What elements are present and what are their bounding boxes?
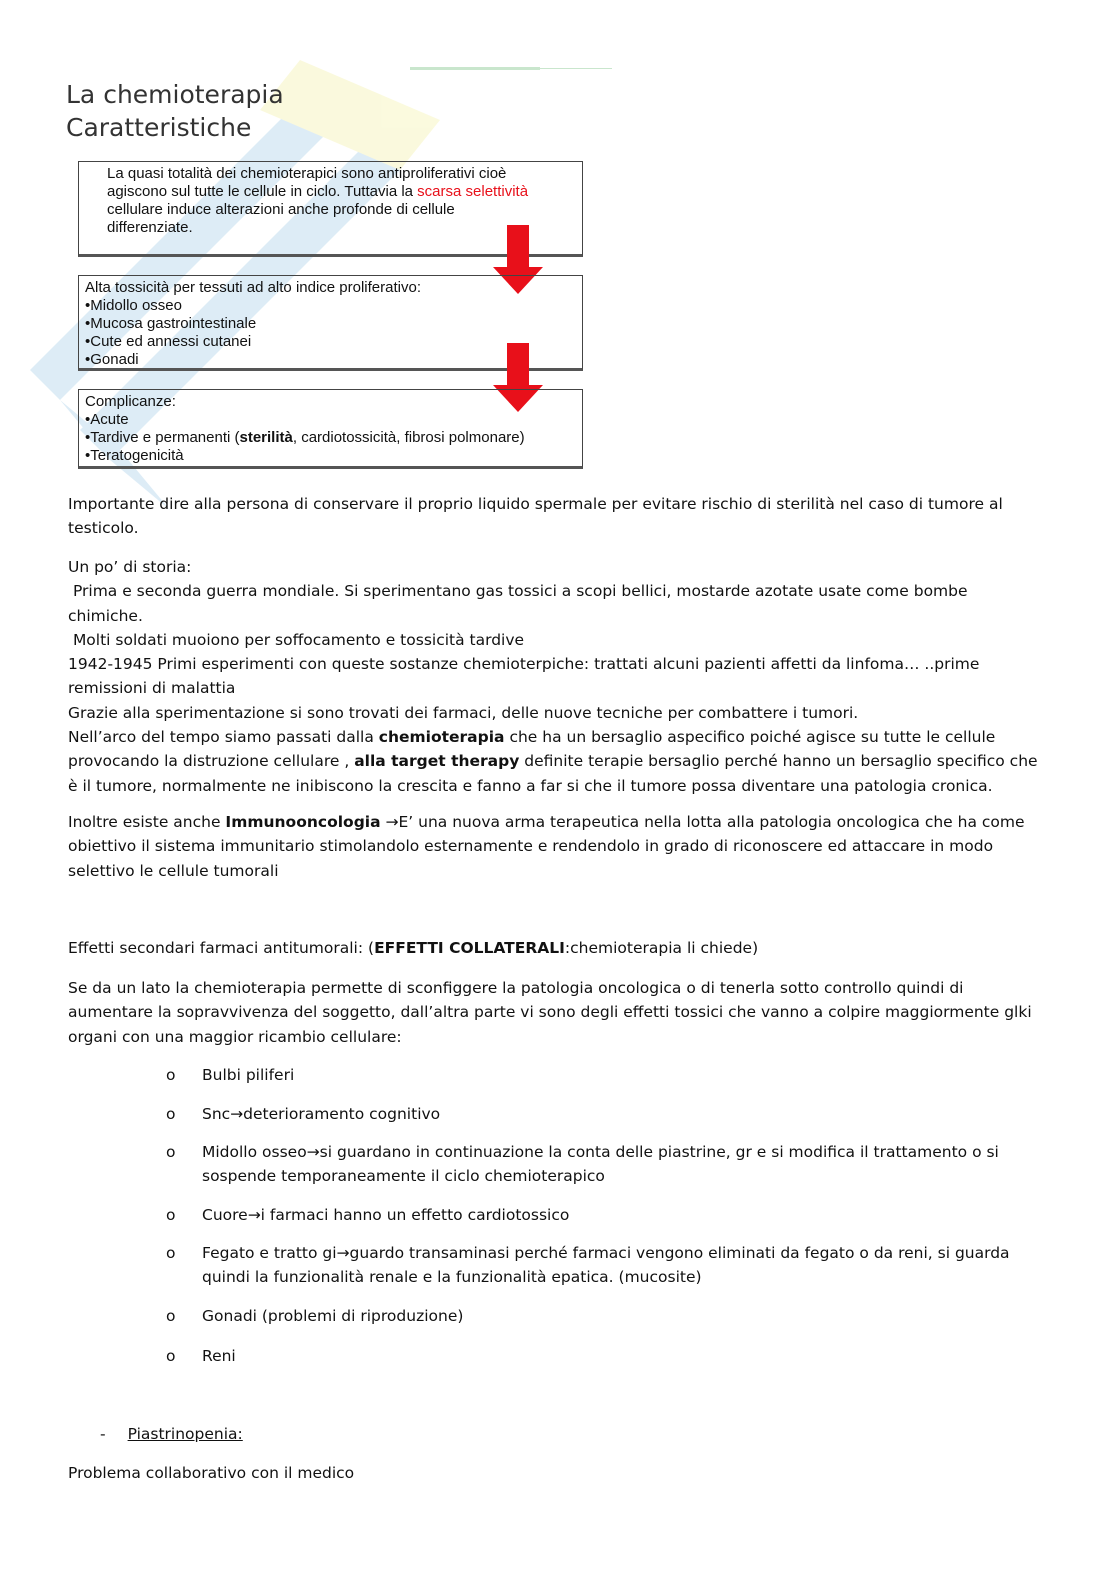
history-line: Prima e seconda guerra mondiale. Si sperimentano gas tossici a scopi bellici, mostarde azotate usate come bombe chimiche. bbox=[68, 582, 973, 625]
history-section bbox=[68, 555, 1043, 798]
paragraph-side-effects: Effetti secondari farmaci antitumorali: (EFFETTI COLLATERALI:chemioterapia li chiede) bbox=[68, 939, 759, 957]
box2-item: •Midollo osseo bbox=[85, 297, 182, 314]
box1-line1: La quasi totalità dei chemioterapici sono antiproliferativi cioè bbox=[107, 165, 507, 182]
list-item: o Fegato e tratto gi→guardo transaminasi perché farmaci vengono eliminati da fegato o da reni, si guarda quindi la funzionalità renale e la funzionalità epatica. (mucosite) bbox=[166, 1244, 1010, 1287]
box3-heading: Complicanze: bbox=[85, 393, 176, 410]
section-heading-piastrinopenia: - Piastrinopenia: bbox=[100, 1425, 243, 1443]
history-line: Grazie alla sperimentazione si sono trovati dei farmaci, delle nuove tecniche per combattere i tumori. bbox=[68, 703, 859, 722]
list-item: o Gonadi (problemi di riproduzione) bbox=[166, 1307, 464, 1325]
paragraph-sperm: Importante dire alla persona di conservare il proprio liquido spermale per evitare rischio di sterilità nel caso di tumore al testicolo. bbox=[68, 495, 1003, 538]
box2-item: •Cute ed annessi cutanei bbox=[85, 333, 252, 350]
paragraph-collaborative: Problema collaborativo con il medico bbox=[68, 1464, 355, 1482]
history-line: Molti soldati muoiono per soffocamento e tossicità tardive bbox=[68, 630, 525, 649]
box1-line4: differenziate. bbox=[107, 219, 193, 236]
box2-item: •Gonadi bbox=[85, 351, 139, 368]
list-item: o Reni bbox=[166, 1347, 236, 1365]
list-item: o Snc→deterioramento cognitivo bbox=[166, 1105, 441, 1123]
history-line: Nell’arco del tempo siamo passati dalla chemioterapia che ha un bersaglio aspecifico poiché agisce su tutte le cellule provocando la distruzione cellulare , alla target therapy definite terapie bersaglio perché hanno un bersaglio specifico che è il tumore, normalmente ne inibiscono la crescita e fanno a far si che il tumore possa diventare una patologia cronica. bbox=[68, 728, 1038, 795]
box3-item: •Acute bbox=[85, 411, 129, 428]
slide-title-line2: Caratteristiche bbox=[66, 113, 252, 142]
decorative-line-right bbox=[540, 68, 612, 69]
list-item: o Cuore→i farmaci hanno un effetto cardiotossico bbox=[166, 1206, 570, 1224]
box1-line3: cellulare induce alterazioni anche profonde di cellule bbox=[107, 201, 455, 218]
list-item: o Midollo osseo→si guardano in continuazione la conta delle piastrine, gr e si modifica il trattamento o si sospende temporaneamente il ciclo chemioterapico bbox=[166, 1143, 999, 1186]
box1-line2: agiscono sul tutte le cellule in ciclo. Tuttavia la scarsa selettività bbox=[107, 183, 529, 200]
bold-sterility: sterilità bbox=[239, 429, 293, 446]
box2-heading: Alta tossicità per tessuti ad alto indice proliferativo: bbox=[85, 279, 421, 296]
decorative-line bbox=[410, 67, 540, 70]
slide-title bbox=[66, 78, 284, 144]
box3-item: •Teratogenicità bbox=[85, 447, 184, 464]
paragraph-immunooncology: Inoltre esiste anche Immunooncologia →E’ una nuova arma terapeutica nella lotta alla patologia oncologica che ha come obiettivo il sistema immunitario stimolandolo esternamente e rendendolo in grado di riconoscere ed attaccare in modo selettivo le cellule tumorali bbox=[68, 813, 1025, 880]
highlight-red: scarsa selettività bbox=[417, 183, 529, 200]
slide-title-line1: La chemioterapia bbox=[66, 80, 284, 109]
info-box-complications bbox=[78, 389, 583, 469]
list-item: o Bulbi piliferi bbox=[166, 1066, 295, 1084]
box3-item: •Tardive e permanenti (sterilità, cardiotossicità, fibrosi polmonare) bbox=[85, 429, 525, 446]
history-line: 1942-1945 Primi esperimenti con queste sostanze chemioterpiche: trattati alcuni pazienti affetti da linfoma… ..prime remissioni di malattia bbox=[68, 655, 980, 698]
box2-item: •Mucosa gastrointestinale bbox=[85, 315, 257, 332]
paragraph-intro: Se da un lato la chemioterapia permette di sconfiggere la patologia oncologica o di tenerla sotto controllo quindi di aumentare la sopravvivenza del soggetto, dall’altra parte vi sono degli effetti tossici che vanno a colpire maggiormente glki organi con una maggior ricambio cellulare: bbox=[68, 979, 1032, 1046]
history-title: Un po’ di storia: bbox=[68, 558, 192, 576]
